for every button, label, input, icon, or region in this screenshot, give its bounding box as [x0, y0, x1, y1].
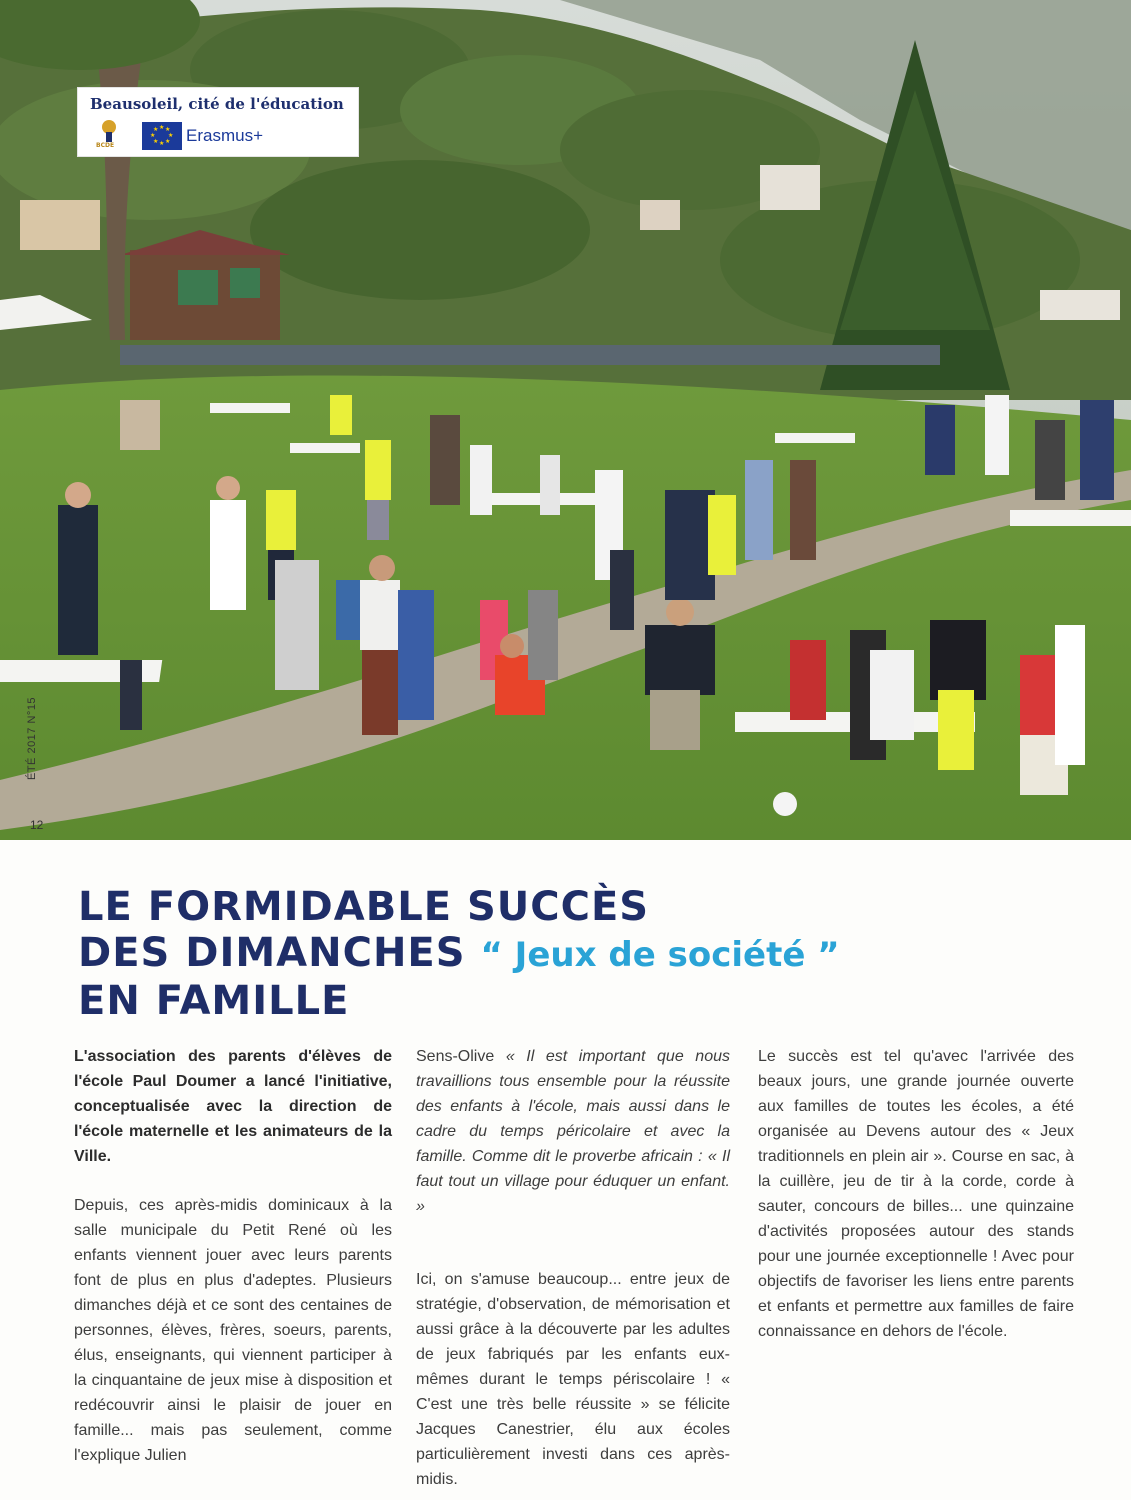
headline-line-2: DES DIMANCHES — [78, 930, 466, 976]
article-quote: « Il est important que nous travaillions tous ensemble pour la réussite des enfants à l'école, mais aussi dans le cadre du temps péricolaire et avec la famille. Comme dit le proverbe africain : « Il faut tout un village pour éduquer un enfant. » — [416, 1048, 730, 1215]
article-paragraph: Ici, on s'amuse beaucoup... entre jeux de stratégie, d'observation, de mémorisation et aussi grâce à la découverte par les adultes de jeux fabriqués par les enfants eux-mêmes durant le temps périscolaire ! « C'est une très belle réussite » se félicite Jacques Canestrier, élu aux écoles particulièrement investi dans ces après-midis. — [416, 1271, 730, 1488]
article-paragraph — [416, 1044, 730, 1219]
bcde-logo-text: BCDE — [96, 142, 115, 149]
article-headline — [78, 884, 840, 1024]
erasmus-label: Erasmus+ — [186, 126, 263, 145]
article-lead: L'association des parents d'élèves de l'école Paul Doumer a lancé l'initiative, conceptualisée avec la direction de l'école maternelle et les animateurs de la Ville. — [74, 1048, 392, 1165]
page-number: 12 — [30, 818, 44, 832]
headline-accent: “ Jeux de société ” — [480, 935, 840, 975]
quote-attribution: Sens-Olive — [416, 1048, 495, 1065]
eu-flag-icon: ★ ★ ★ ★ ★ ★ ★ ★ — [142, 122, 182, 150]
article-column-1 — [74, 1044, 392, 1468]
badge-title: Beausoleil, cité de l'éducation — [90, 95, 344, 113]
headline-line-1: LE FORMIDABLE SUCCÈS — [78, 884, 650, 930]
article-column-2 — [416, 1044, 730, 1492]
headline-line-3: EN FAMILLE — [78, 978, 350, 1024]
article-paragraph: Depuis, ces après-midis dominicaux à la salle municipale du Petit René où les enfants viennent jouer avec leurs parents font de plus en plus d'adeptes. Plusieurs dimanches déjà et ce sont des centaines de personnes, élèves, frères, soeurs, parents, élus, enseignants, qui viennent participer à la cinquantaine de jeux mise à disposition et redécouvrir ainsi le plaisir de jouer en famille... mais pas seulement, comme l'explique Julien — [74, 1197, 392, 1464]
article-paragraph: Le succès est tel qu'avec l'arrivée des beaux jours, une grande journée ouverte aux familles de toutes les écoles, a été organisée au Devens autour des « Jeux traditionnels en plein air ». Course en sac, à la cuillère, jeu de tir à la corde, corde à sauter, concours de billes... une quinzaine d'activités proposées autour des stands pour une journée exceptionnelle ! Avec pour objectifs de favoriser les liens entre parents et enfants et permettre aux familles de faire connaissance en dehors de l'école. — [758, 1048, 1074, 1340]
issue-label: ÉTÉ 2017 N°15 — [26, 696, 38, 780]
article-column-3 — [758, 1044, 1074, 1344]
program-badge — [78, 88, 358, 156]
